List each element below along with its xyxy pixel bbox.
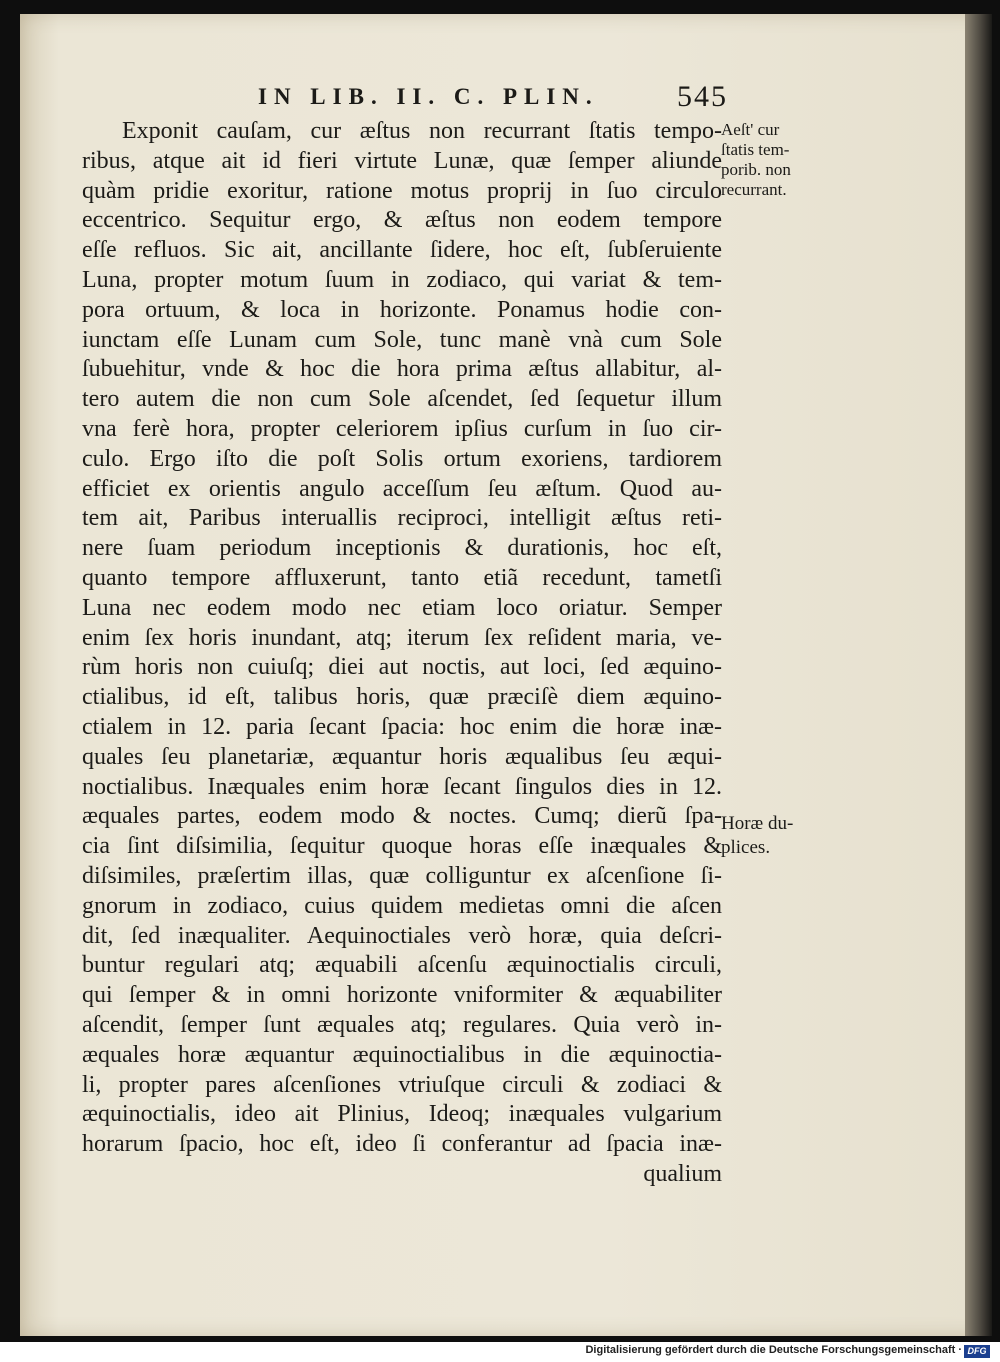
dfg-logo: DFG [964, 1345, 990, 1358]
text-line: dit, ſed inæqualiter. Aequinoctiales verò horæ, quia deſcri- [82, 922, 722, 949]
text-line: Luna nec eodem modo nec etiam loco oriatur. Semper [82, 594, 722, 621]
text-line: noctialibus. Inæquales enim horæ ſecant ſingulos dies in 12. [82, 773, 722, 800]
text-line: iunctam eſſe Lunam cum Sole, tunc manè vnà cum Sole [82, 326, 722, 353]
marginal-note [721, 812, 821, 860]
text-line: ſubuehitur, vnde & hoc die hora prima æſtus allabitur, al- [82, 356, 722, 383]
text-line: rùm horis non cuiuſq; diei aut noctis, aut loci, ſed æquino- [82, 654, 722, 681]
text-line: Exponit cauſam, cur æſtus non recurrant ſtatis tempo- [122, 118, 722, 144]
marginal-note-line: ſtatis tem- [721, 140, 790, 159]
marginal-note-line: recurrant. [721, 180, 787, 199]
text-line: cia ſint diſsimilia, ſequitur quoque horas eſſe inæquales & [82, 833, 722, 860]
text-line: gnorum in zodiaco, cuius quidem medietas omni die aſcen [82, 892, 722, 919]
text-line: quales ſeu planetariæ, æquantur horis æqualibus ſeu æqui- [82, 743, 722, 770]
text-line: diſsimiles, præſertim illas, quæ colliguntur ex aſcenſione ſi- [82, 862, 722, 889]
text-line: li, propter pares aſcenſiones vtriuſque circuli & zodiaci & [82, 1071, 722, 1098]
body-text [82, 117, 722, 1190]
footer [0, 1342, 1000, 1362]
marginal-note-line: porib. non [721, 160, 791, 179]
catchword: qualium [643, 1160, 722, 1187]
text-line: ctialibus, id eſt, talibus horis, quæ præciſè diem æquino- [82, 684, 722, 711]
running-title: IN LIB. II. C. PLIN. [258, 84, 599, 109]
running-head [258, 80, 728, 116]
text-line: qui ſemper & in omni horizonte vniformiter & æquabiliter [82, 982, 722, 1009]
text-line: tem ait, Paribus interuallis reciproci, intelligit æſtus reti- [82, 505, 722, 532]
marginal-note [721, 120, 821, 200]
text-line: pora ortuum, & loca in horizonte. Ponamus hodie con- [82, 296, 722, 323]
text-line: culo. Ergo iſto die poſt Solis ortum exoriens, tardiorem [82, 445, 722, 472]
text-line: quàm pridie exoritur, ratione motus proprij in ſuo circulo [82, 177, 722, 204]
book-spine-edge [965, 14, 992, 1336]
page-number: 545 [677, 80, 728, 113]
text-line: nere ſuam periodum inceptionis & durationis, hoc eſt, [82, 535, 722, 562]
text-line: efficiet ex orientis angulo acceſſum ſeu æſtum. Quod au- [82, 475, 722, 502]
text-line: æquales partes, eodem modo & noctes. Cumq; dierũ ſpa- [82, 803, 722, 830]
text-line: eſſe refluos. Sic ait, ancillante ſidere, hoc eſt, ſubſeruiente [82, 237, 722, 264]
text-line: quanto tempore affluxerunt, tanto etiã recedunt, tametſi [82, 564, 722, 591]
text-line: æquinoctialis, ideo ait Plinius, Ideoq; inæquales vulgarium [82, 1101, 722, 1128]
text-line: æquales horæ æquantur æquinoctialibus in die æquinoctia- [82, 1041, 722, 1068]
text-line: horarum ſpacio, hoc eſt, ideo ſi conferantur ad ſpacia inæ- [82, 1131, 722, 1158]
funding-credit: Digitalisierung gefördert durch die Deutsche Forschungsgemeinschaft · [585, 1344, 962, 1356]
text-line: tero autem die non cum Sole aſcendet, ſed ſequetur illum [82, 386, 722, 413]
text-line: ctialem in 12. paria ſecant ſpacia: hoc enim die horæ inæ- [82, 713, 722, 740]
text-line: aſcendit, ſemper ſunt æquales atq; regulares. Quia verò in- [82, 1011, 722, 1038]
marginal-note-line: Aeſt' cur [721, 120, 780, 139]
text-line: enim ſex horis inundant, atq; iterum ſex reſident maria, ve- [82, 624, 722, 651]
text-line: vna ferè hora, propter celeriorem ipſius curſum in ſuo cir- [82, 415, 722, 442]
marginal-note-line: plices. [721, 837, 771, 858]
text-line: Luna, propter motum ſuum in zodiaco, qui variat & tem- [82, 266, 722, 293]
text-line: ribus, atque ait id fieri virtute Lunæ, quæ ſemper aliunde [82, 147, 722, 174]
text-line: eccentrico. Sequitur ergo, & æſtus non eodem tempore [82, 207, 722, 234]
marginal-note-line: Horæ du- [721, 813, 794, 834]
text-line: buntur regulari atq; æquabili aſcenſu æquinoctialis circuli, [82, 952, 722, 979]
